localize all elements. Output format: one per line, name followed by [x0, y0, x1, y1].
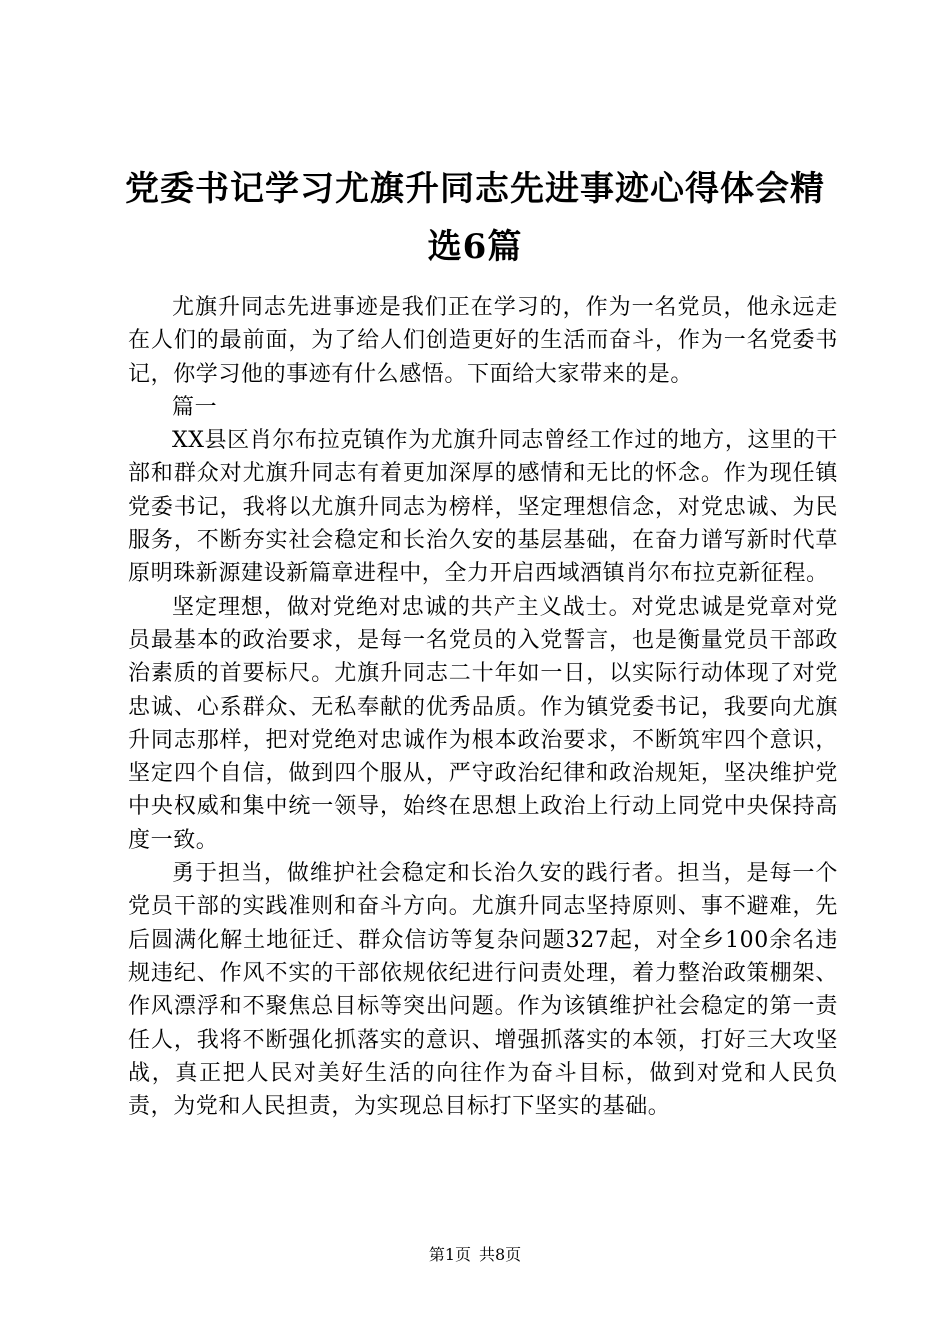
document-title: 党委书记学习尤旗升同志先进事迹心得体会精选6篇: [125, 169, 825, 267]
body-paragraph: XX县区肖尔布拉克镇作为尤旗升同志曾经工作过的地方，这里的干部和群众对尤旗升同志有着更加深厚的感情和无比的怀念。作为现任镇党委书记，我将以尤旗升同志为榜样，坚定理想信念，对党忠诚、为民服务，不断夯实社会稳定和长治久安的基层基础，在奋力谱写新时代草原明珠新源建设新篇章进程中，全力开启西域酒镇肖尔布拉克新征程。: [128, 428, 838, 587]
page-number: 第1页: [428, 1245, 471, 1264]
page-total: 共8页: [479, 1245, 522, 1264]
body-paragraph: 坚定理想，做对党绝对忠诚的共产主义战士。对党忠诚是党章对党员最基本的政治要求，是每一名党员的入党誓言，也是衡量党员干部政治素质的首要标尺。尤旗升同志二十年如一日，以实际行动体现了对党忠诚、心系群众、无私奉献的优秀品质。作为镇党委书记，我要向尤旗升同志那样，把对党绝对忠诚作为根本政治要求，不断筑牢四个意识，坚定四个自信，做到四个服从，严守政治纪律和政治规矩，坚决维护党中央权威和集中统一领导，始终在思想上政治上行动上同党中央保持高度一致。: [128, 594, 838, 853]
section-heading: 篇一: [172, 394, 218, 420]
body-paragraph: 勇于担当，做维护社会稳定和长治久安的践行者。担当，是每一个党员干部的实践准则和奋斗方向。尤旗升同志坚持原则、事不避难，先后圆满化解土地征迁、群众信访等复杂问题327起，对全乡100余名违规违纪、作风不实的干部依规依纪进行问责处理，着力整治政策棚架、作风漂浮和不聚焦总目标等突出问题。作为该镇维护社会稳定的第一责任人，我将不断强化抓落实的意识、增强抓落实的本领，打好三大攻坚战，真正把人民对美好生活的向往作为奋斗目标，做到对党和人民负责，为党和人民担责，为实现总目标打下坚实的基础。: [128, 861, 838, 1120]
page-footer: [0, 1244, 950, 1266]
document-body: [128, 291, 838, 1123]
intro-paragraph: 尤旗升同志先进事迹是我们正在学习的，作为一名党员，他永远走在人们的最前面，为了给人们创造更好的生活而奋斗，作为一名党委书记，你学习他的事迹有什么感悟。下面给大家带来的是。: [128, 295, 838, 387]
